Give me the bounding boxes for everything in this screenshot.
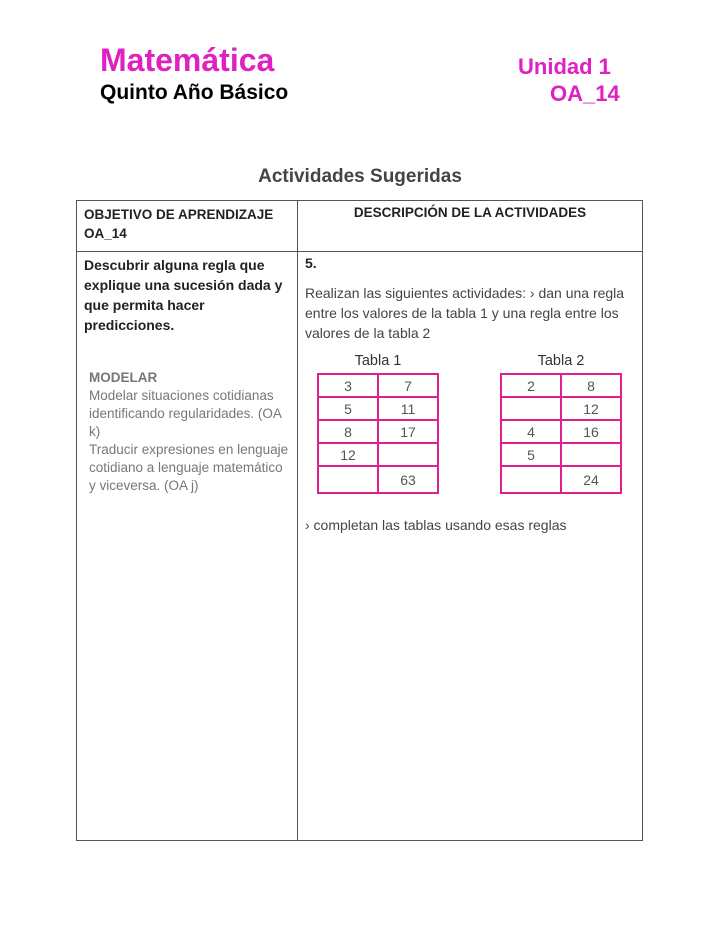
- table-row: [318, 466, 438, 493]
- modelar-block: [89, 369, 289, 495]
- objective-text: Descubrir alguna regla que explique una sucesión dada y que permita hacer predicciones.: [84, 257, 283, 333]
- table-cell: 4: [501, 420, 561, 443]
- table-cell: 17: [378, 420, 438, 443]
- table-row: [318, 420, 438, 443]
- table-cell: [561, 443, 621, 466]
- table-cell: 16: [561, 420, 621, 443]
- table-row: [501, 397, 621, 420]
- table-cell: 24: [561, 466, 621, 493]
- table-row: [318, 443, 438, 466]
- table-cell: 5: [318, 397, 378, 420]
- activities-table: [76, 200, 643, 841]
- tabla-1: [317, 353, 439, 494]
- table-row: [501, 420, 621, 443]
- subject-title: Matemática: [100, 42, 275, 78]
- modelar-title: MODELAR: [89, 370, 158, 385]
- table-cell: [318, 466, 378, 493]
- column-divider: [297, 201, 298, 840]
- table-cell: 63: [378, 466, 438, 493]
- table-row: [318, 397, 438, 420]
- table-cell: 5: [501, 443, 561, 466]
- table-cell: 12: [318, 443, 378, 466]
- table-row: [501, 374, 621, 397]
- description-header: DESCRIPCIÓN DE LA ACTIVIDADES: [353, 205, 587, 220]
- table-cell: [378, 443, 438, 466]
- tabla-1-caption: Tabla 1: [354, 353, 402, 369]
- unit-label: Unidad 1: [518, 54, 611, 79]
- table-cell: 8: [318, 420, 378, 443]
- table-cell: [501, 466, 561, 493]
- modelar-line-2: Traducir expresiones en lenguaje cotidiano a lenguaje matemático y viceversa. (OA j): [89, 442, 289, 493]
- table-cell: 11: [378, 397, 438, 420]
- objective-header: OBJETIVO DE APRENDIZAJE OA_14: [84, 207, 274, 241]
- activity-text-2: › completan las tablas usando esas reglas: [305, 517, 567, 533]
- modelar-line-1: Modelar situaciones cotidianas identificando regularidades. (OA k): [89, 388, 282, 439]
- grade-title: Quinto Año Básico: [100, 81, 289, 104]
- table-cell: 3: [318, 374, 378, 397]
- activity-number: 5.: [305, 255, 317, 271]
- table-row: [318, 374, 438, 397]
- table-cell: 2: [501, 374, 561, 397]
- table-cell: 7: [378, 374, 438, 397]
- table-row: [501, 443, 621, 466]
- tabla-2-caption: Tabla 2: [537, 353, 585, 369]
- header-divider: [77, 251, 642, 252]
- activity-text: Realizan las siguientes actividades: › dan una regla entre los valores de la tabla 1 y una regla entre los valores de la tabla 2: [305, 285, 625, 341]
- table-cell: [501, 397, 561, 420]
- section-title: Actividades Sugeridas: [258, 166, 462, 187]
- tabla-2: [500, 353, 622, 494]
- table-cell: 8: [561, 374, 621, 397]
- table-cell: 12: [561, 397, 621, 420]
- table-row: [501, 466, 621, 493]
- oa-label: OA_14: [550, 81, 620, 106]
